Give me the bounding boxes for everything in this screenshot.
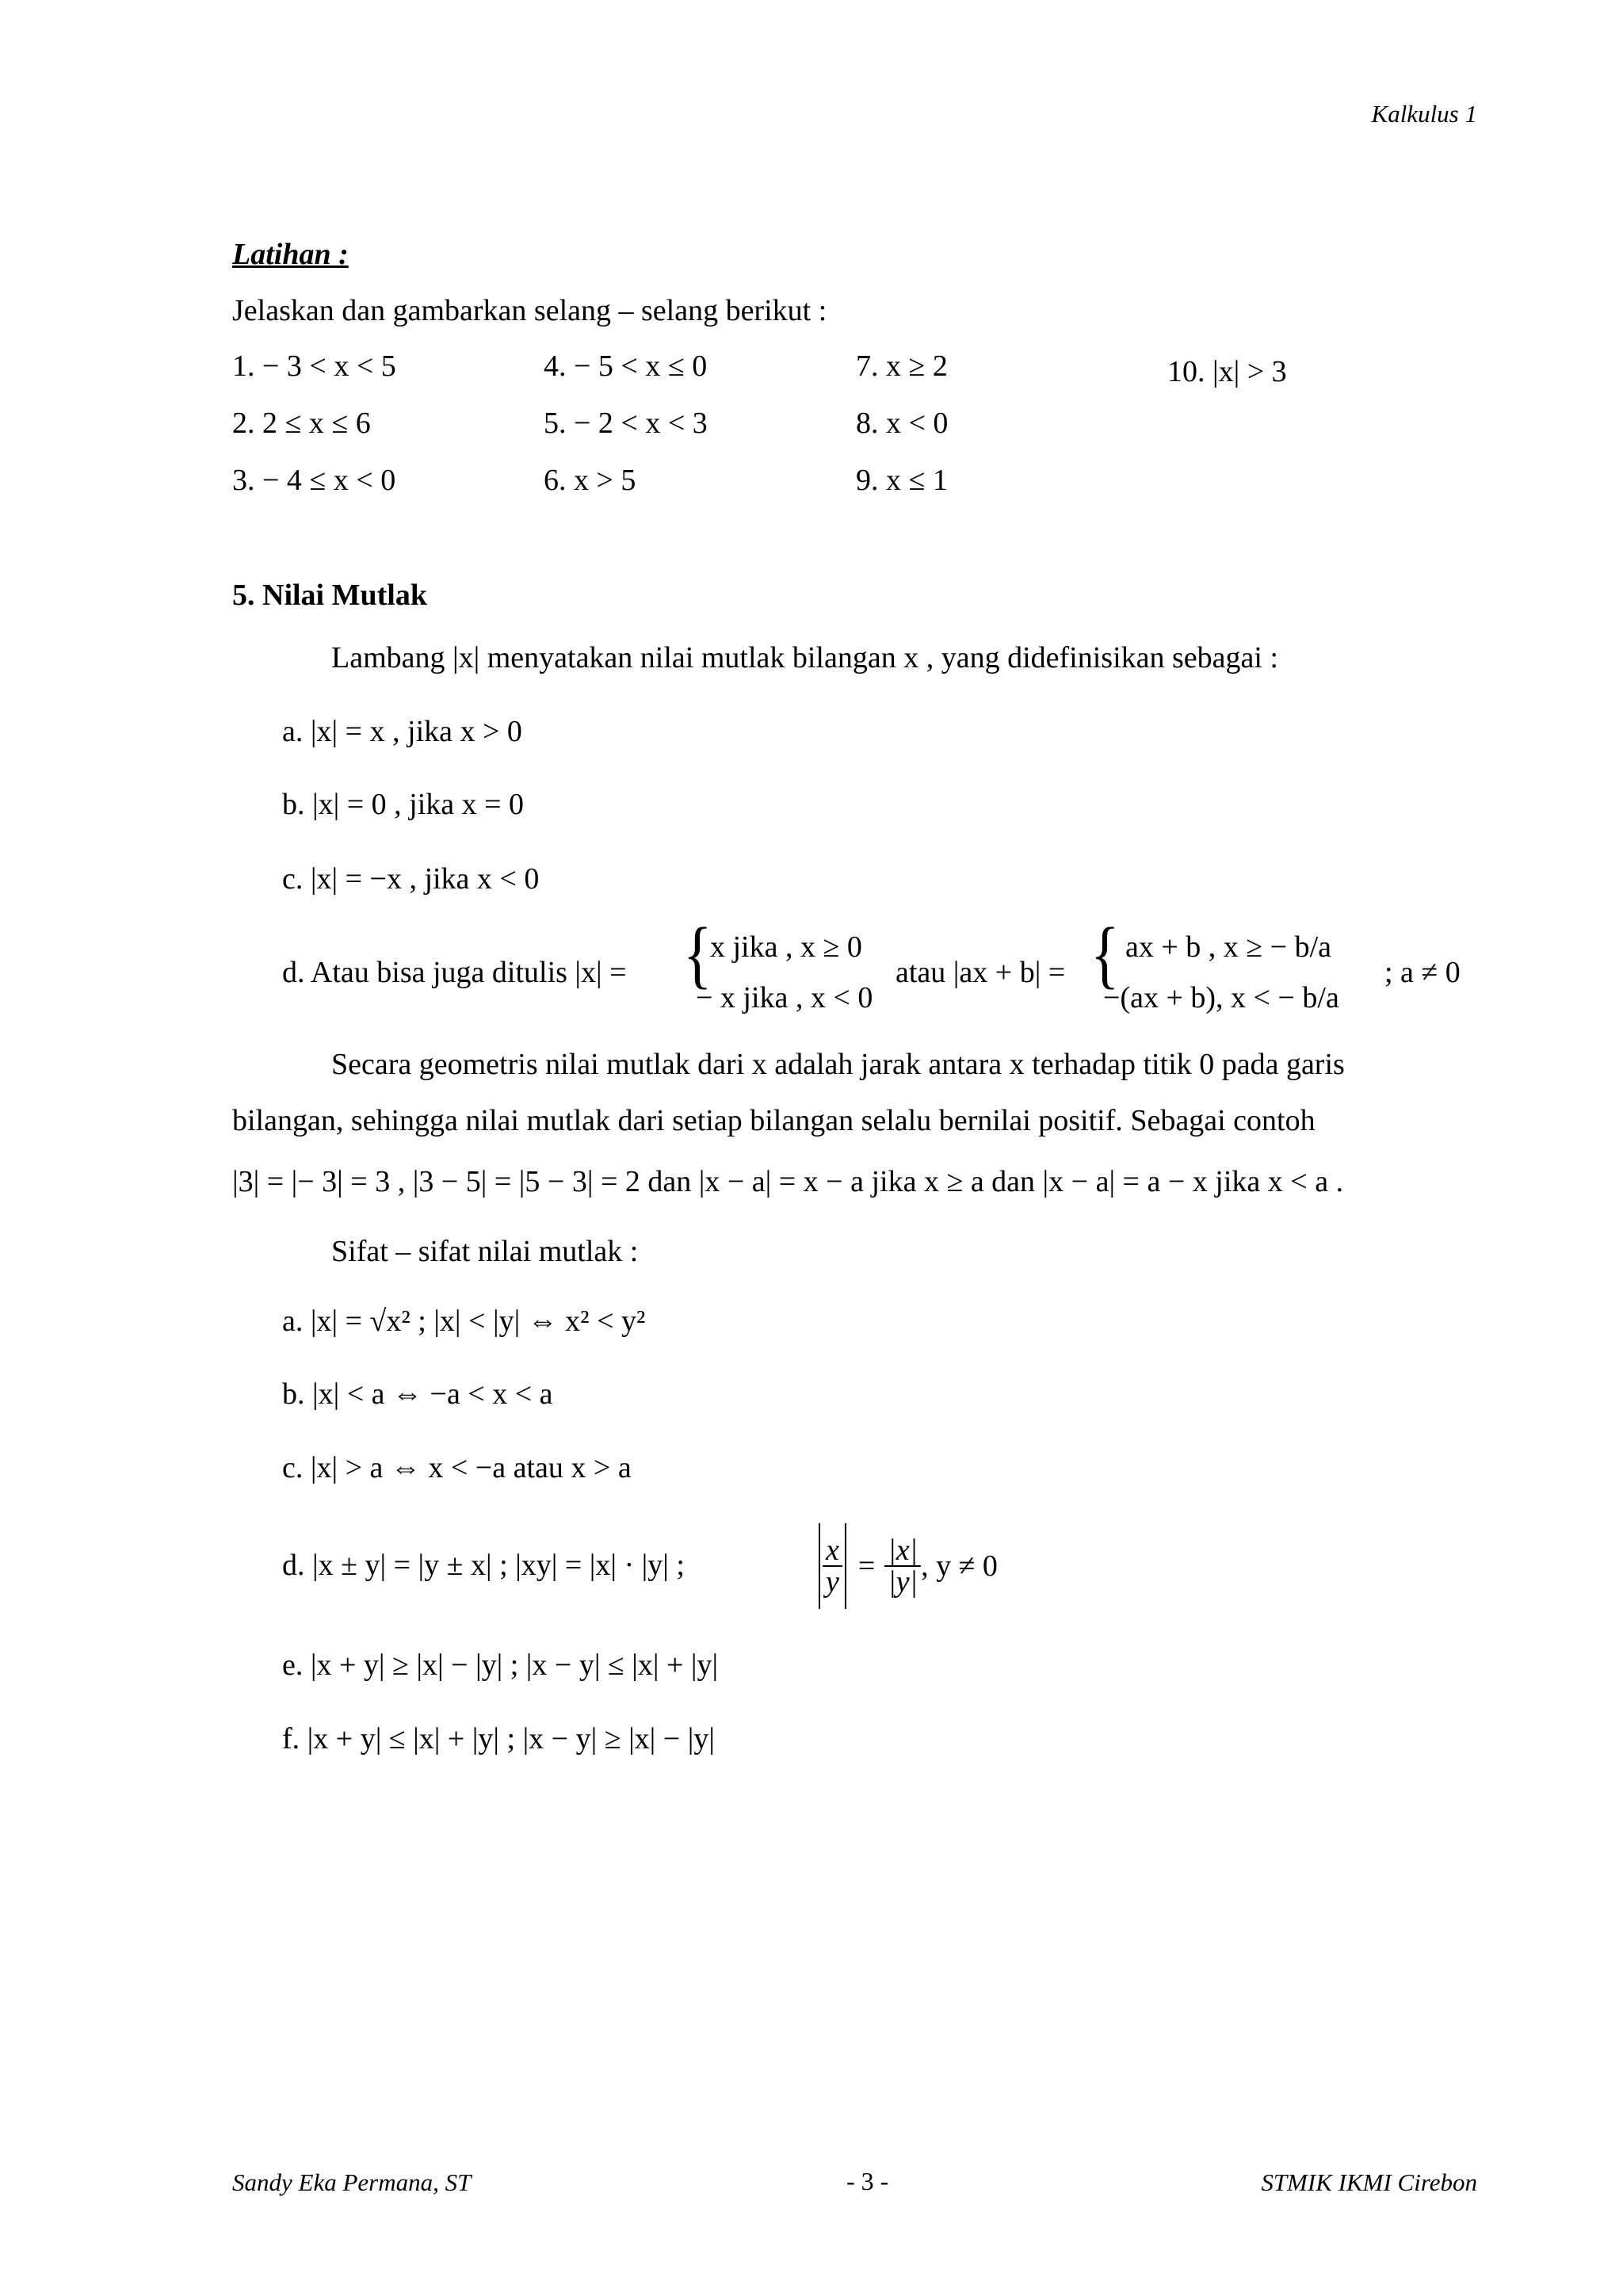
latihan-instruction: Jelaskan dan gambarkan selang – selang berikut : <box>232 294 827 327</box>
footer-author: Sandy Eka Permana, ST <box>232 2168 472 2196</box>
case-4: −(ax + b), x < − b/a <box>1103 981 1339 1014</box>
properties-title: Sifat – sifat nilai mutlak : <box>331 1235 639 1268</box>
geometric-line-1: Secara geometris nilai mutlak dari x adalah jarak antara x terhadap titik 0 pada garis <box>331 1048 1345 1081</box>
exercise-10: 10. |x| > 3 <box>1167 355 1287 388</box>
footer-institution: STMIK IKMI Cirebon <box>1261 2168 1477 2196</box>
exercise-1: 1. − 3 < x < 5 <box>232 350 396 383</box>
definition-b: b. |x| = 0 , jika x = 0 <box>282 788 525 821</box>
fraction-numerator: x <box>823 1535 842 1567</box>
exercise-9: 9. x ≤ 1 <box>856 464 948 497</box>
definition-d-atau: atau |ax + b| = <box>896 956 1066 989</box>
latihan-title: Latihan : <box>232 238 349 271</box>
definition-d-condition: ; a ≠ 0 <box>1384 956 1461 989</box>
exercise-7: 7. x ≥ 2 <box>856 350 948 383</box>
header-course: Kalkulus 1 <box>1371 100 1477 128</box>
footer-page-number: - 3 - <box>846 2167 889 2195</box>
geometric-line-2: bilangan, sehingga nilai mutlak dari setiap bilangan selalu bernilai positif. Sebagai contoh <box>232 1104 1316 1137</box>
property-d-fraction <box>816 1523 998 1609</box>
property-b: b. |x| < a ⇔ −a < x < a <box>282 1377 553 1411</box>
definition-c: c. |x| = −x , jika x < 0 <box>282 862 540 896</box>
case-1: x jika , x ≥ 0 <box>710 930 862 964</box>
equals-sign: = <box>857 1549 876 1583</box>
definition-d-prefix: d. Atau bisa juga ditulis |x| = <box>282 956 627 989</box>
geometric-line-3: |3| = |− 3| = 3 , |3 − 5| = |5 − 3| = 2 dan |x − a| = x − a jika x ≥ a dan |x − a| = a − x jika x < a . <box>232 1165 1344 1198</box>
fraction-numerator-abs: |x| <box>884 1535 921 1567</box>
exercise-5: 5. − 2 < x < 3 <box>544 407 708 440</box>
fraction-absx-over-absy <box>884 1535 921 1597</box>
exercise-4: 4. − 5 < x ≤ 0 <box>544 350 708 383</box>
fraction-x-over-y <box>823 1535 842 1597</box>
definition-a: a. |x| = x , jika x > 0 <box>282 715 522 748</box>
case-2: − x jika , x < 0 <box>696 981 873 1014</box>
fraction-denominator-abs: |y| <box>888 1565 918 1599</box>
property-d-tail: , y ≠ 0 <box>921 1549 998 1583</box>
left-brace-1: { <box>683 912 712 996</box>
property-e: e. |x + y| ≥ |x| − |y| ; |x − y| ≤ |x| + |y| <box>282 1648 719 1682</box>
fraction-denominator: y <box>826 1565 839 1599</box>
case-3: ax + b , x ≥ − b/a <box>1125 930 1332 964</box>
abs-bar-right <box>845 1523 846 1609</box>
property-f: f. |x + y| ≤ |x| + |y| ; |x − y| ≥ |x| − |y| <box>282 1722 715 1755</box>
property-c: c. |x| > a ⇔ x < −a atau x > a <box>282 1451 632 1484</box>
abs-bar-left <box>819 1523 820 1609</box>
section-heading: 5. Nilai Mutlak <box>232 579 427 612</box>
property-d: d. |x ± y| = |y ± x| ; |xy| = |x| · |y| ; <box>282 1549 685 1582</box>
exercise-2: 2. 2 ≤ x ≤ 6 <box>232 407 371 440</box>
left-brace-2: { <box>1090 912 1120 996</box>
exercise-6: 6. x > 5 <box>544 464 636 497</box>
exercise-8: 8. x < 0 <box>856 407 949 440</box>
exercise-3: 3. − 4 ≤ x < 0 <box>232 464 396 497</box>
property-a: a. |x| = √x² ; |x| < |y| ⇔ x² < y² <box>282 1305 646 1338</box>
section-intro: Lambang |x| menyatakan nilai mutlak bilangan x , yang didefinisikan sebagai : <box>331 641 1278 674</box>
